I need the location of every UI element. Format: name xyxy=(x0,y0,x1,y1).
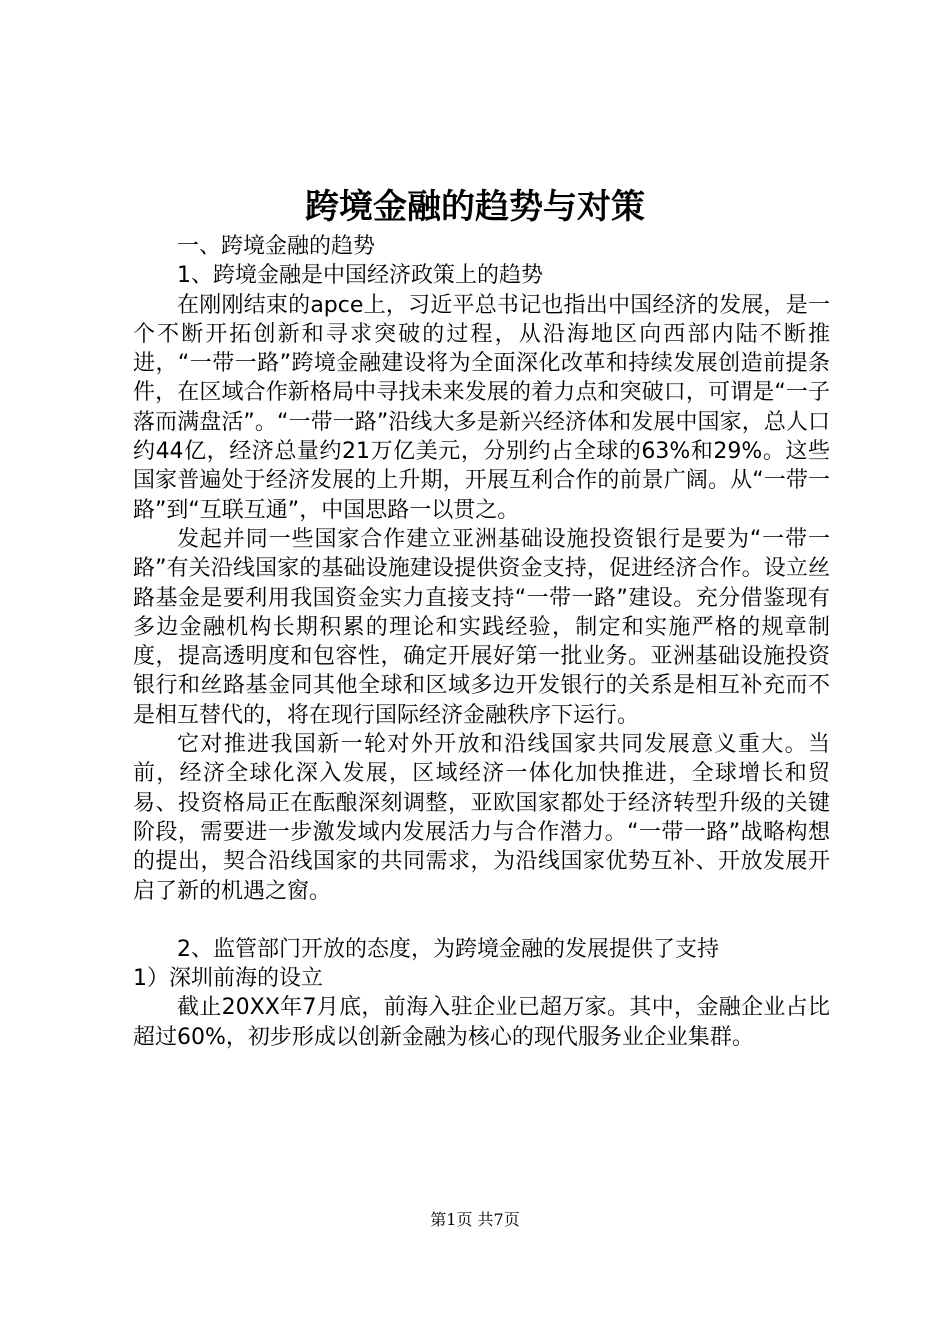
paragraph: 截止20XX年7月底，前海入驻企业已超万家。其中，金融企业占比超过60%，初步形成以创新金融为核心的现代服务业企业集群。 xyxy=(133,995,830,1050)
subsection-heading: 2、监管部门开放的态度，为跨境金融的发展提供了支持 xyxy=(177,936,719,962)
paragraph: 它对推进我国新一轮对外开放和沿线国家共同发展意义重大。当前，经济全球化深入发展，区域经济一体化加快推进，全球增长和贸易、投资格局正在酝酿深刻调整，亚欧国家都处于经济转型升级的关键阶段，需要进一步激发域内发展活力与合作潜力。“一带一路”战略构想的提出，契合沿线国家的共同需求，为沿线国家优势互补、开放发展开启了新的机遇之窗。 xyxy=(133,732,830,904)
list-item-heading: 1）深圳前海的设立 xyxy=(133,966,323,992)
page-footer: 第1页 共7页 xyxy=(430,1210,520,1229)
section-heading: 一、跨境金融的趋势 xyxy=(177,234,376,259)
document-body xyxy=(133,232,830,1052)
subsection-heading: 1、跨境金融是中国经济政策上的趋势 xyxy=(177,263,543,289)
paragraph: 发起并同一些国家合作建立亚洲基础设施投资银行是要为“一带一路”有关沿线国家的基础设施建设提供资金支持，促进经济合作。设立丝路基金是要利用我国资金实力直接支持“一带一路”建设。充分借鉴现有多边金融机构长期积累的理论和实践经验，制定和实施严格的规章制度，提高透明度和包容性，确定开展好第一批业务。亚洲基础设施投资银行和丝路基金同其他全球和区域多边开发银行的关系是相互补充而不是相互替代的，将在现行国际经济金融秩序下运行。 xyxy=(133,526,830,728)
paragraph: 在刚刚结束的apce上，习近平总书记也指出中国经济的发展，是一个不断开拓创新和寻求突破的过程，从沿海地区向西部内陆不断推进，“一带一路”跨境金融建设将为全面深化改革和持续发展创造前提条件，在区域合作新格局中寻找未来发展的着力点和突破口，可谓是“一子落而满盘活”。“一带一路”沿线大多是新兴经济体和发展中国家，总人口约44亿，经济总量约21万亿美元，分别约占全球的63%和29%。这些国家普遍处于经济发展的上升期，开展互利合作的前景广阔。从“一带一路”到“互联互通”，中国思路一以贯之。 xyxy=(133,292,830,523)
paragraph-spacer xyxy=(133,906,830,935)
document-title: 跨境金融的趋势与对策 xyxy=(305,187,645,227)
